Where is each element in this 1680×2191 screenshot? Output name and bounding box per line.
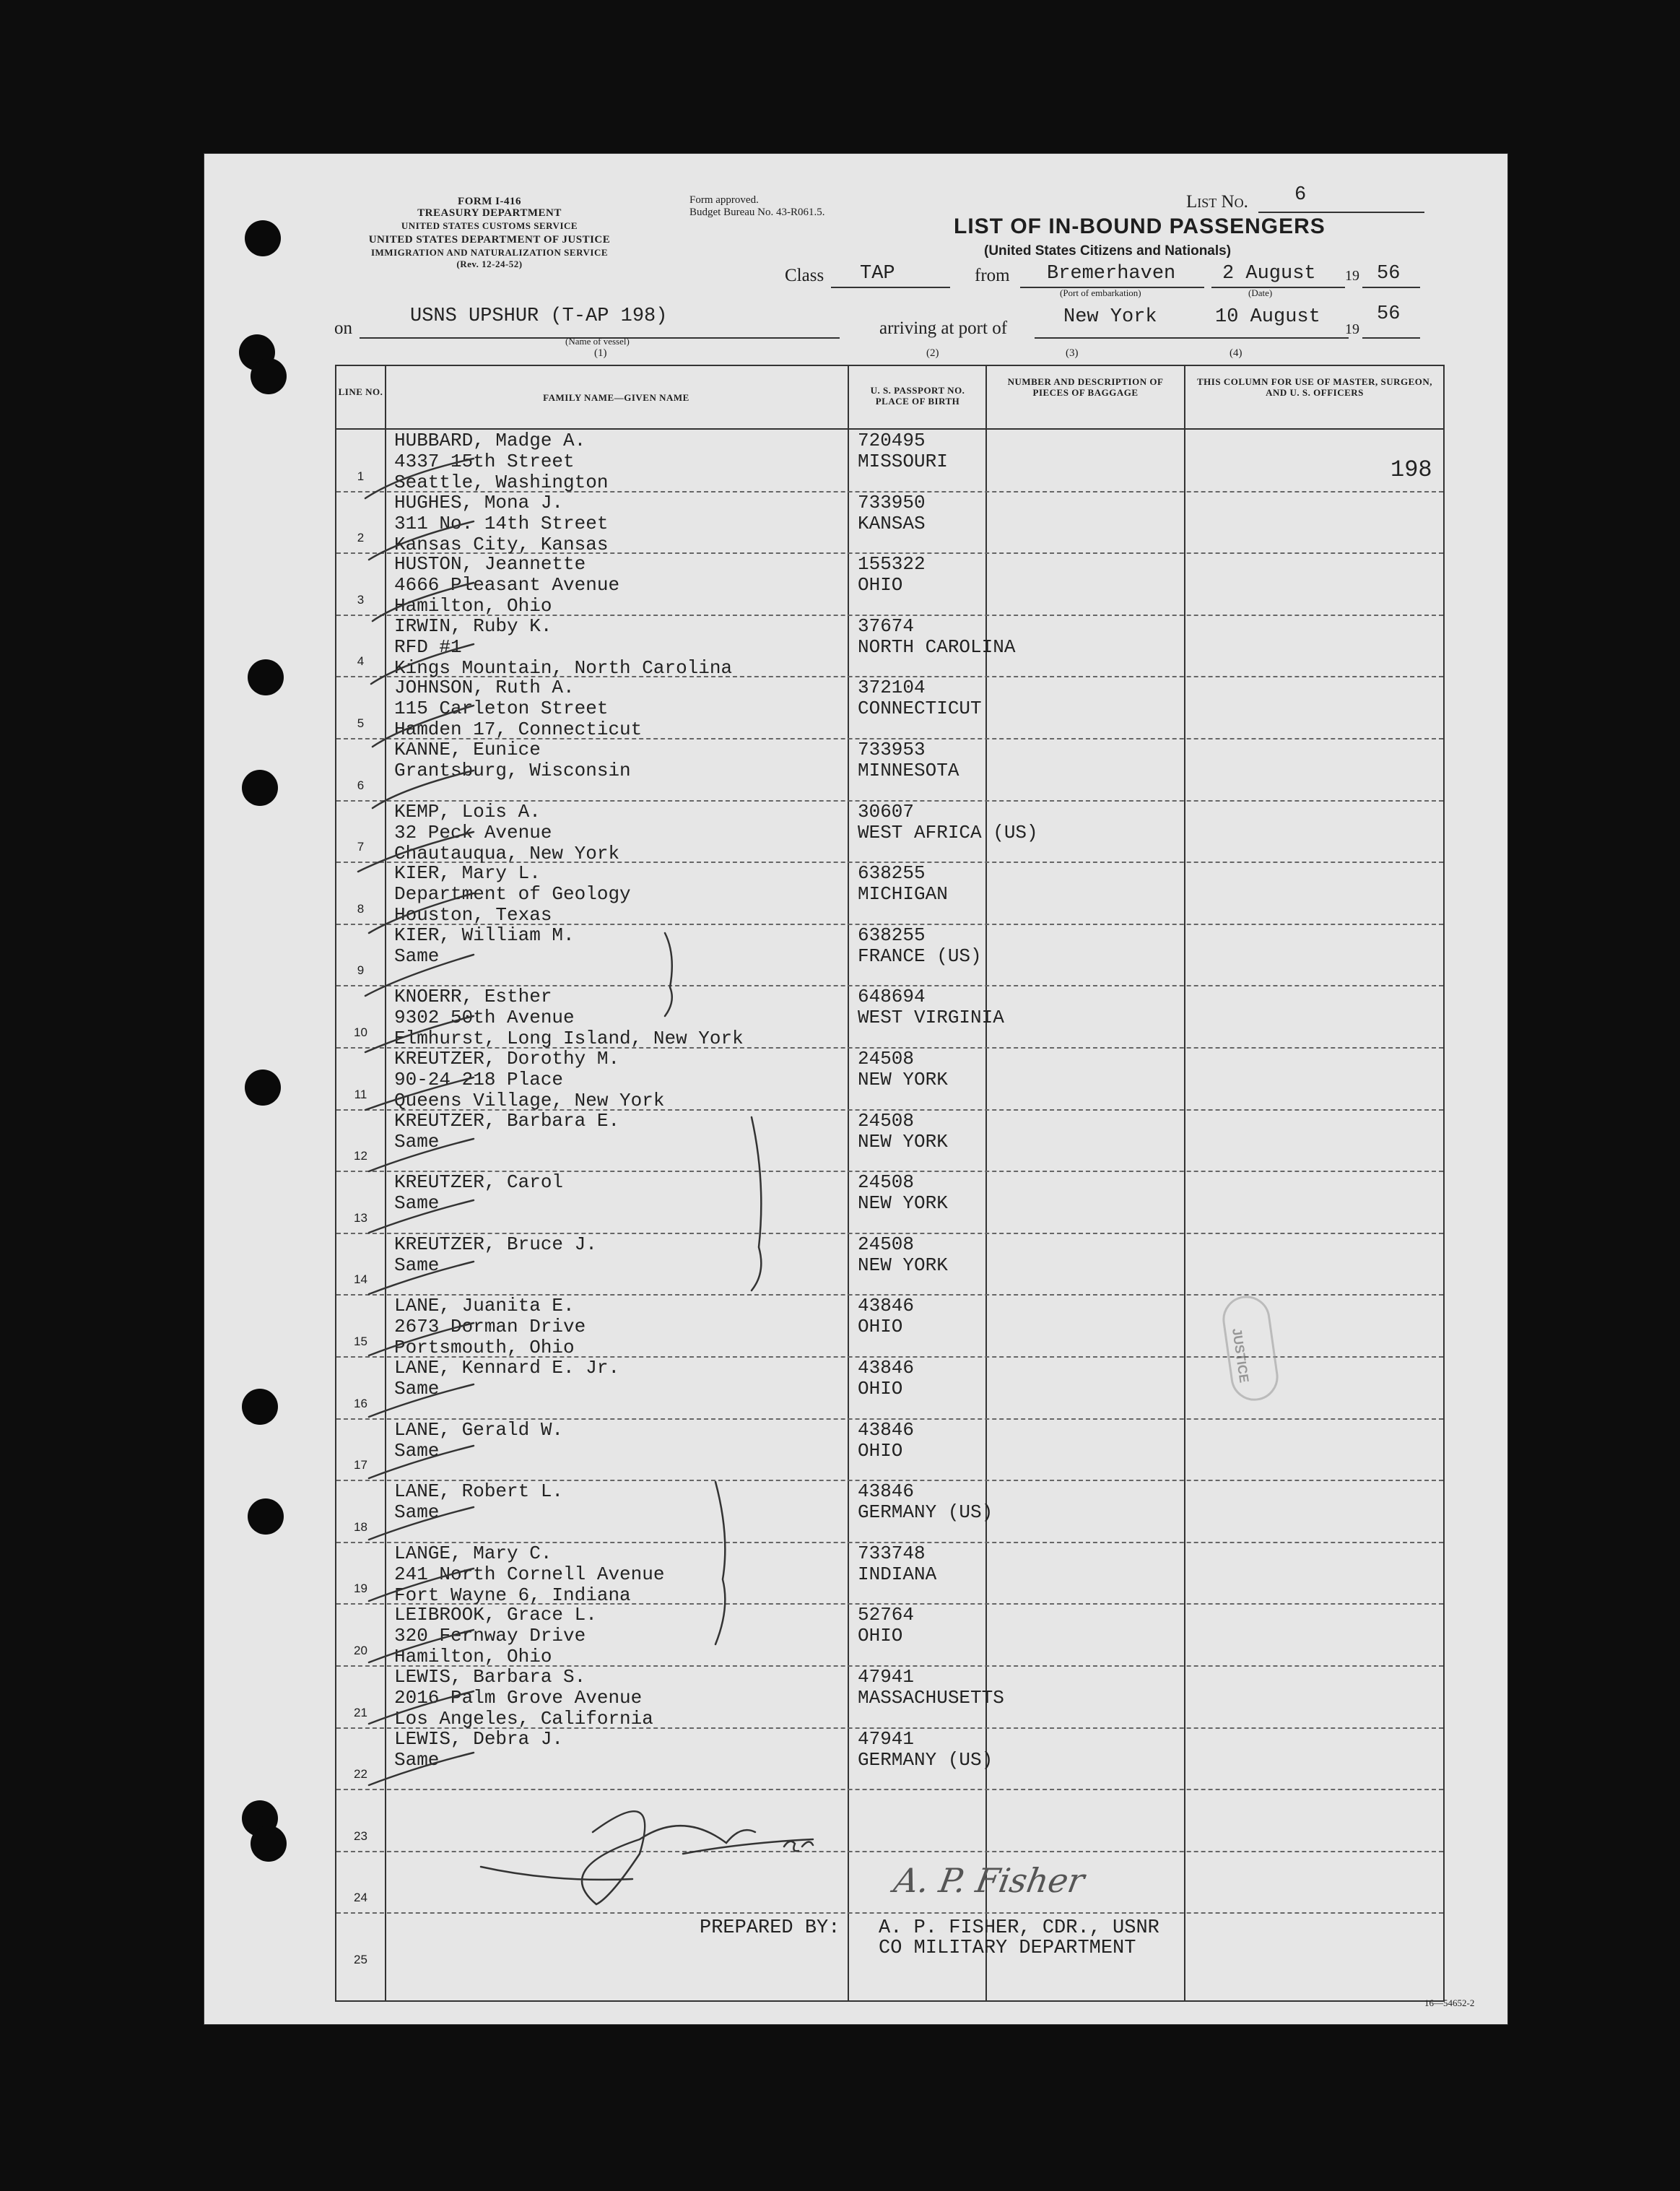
stamp-text: JUSTICE: [1229, 1327, 1252, 1384]
passport-number: 43846: [858, 1295, 915, 1317]
preparer-signature: A. P. Fisher: [891, 1861, 1088, 1900]
col-num-2: (2): [926, 347, 939, 359]
arrival-underline: [1035, 337, 1349, 339]
from-label: from: [975, 266, 1010, 285]
col-num-1: (1): [594, 347, 607, 359]
arrival-year: 56: [1377, 303, 1401, 325]
line-number: 17: [354, 1458, 367, 1472]
place-of-birth: OHIO: [858, 1378, 903, 1400]
place-of-birth: NORTH CAROLINA: [858, 635, 1016, 658]
passenger-table: [335, 365, 1445, 2002]
form-number: FORM I-416: [458, 196, 521, 207]
passenger-address: 4666 Pleasant Avenue: [394, 574, 620, 596]
class-underline: [831, 287, 950, 288]
passenger-address: 2673 Dorman Drive: [394, 1316, 586, 1338]
passenger-address: 90-24 218 Place: [394, 1069, 564, 1090]
header-officers: THIS COLUMN FOR USE OF MASTER, SURGEON, AND U. S. OFFICERS: [1197, 376, 1432, 398]
line-number: 11: [354, 1087, 367, 1101]
place-of-birth: WEST VIRGINIA: [858, 1007, 1004, 1029]
agency-line: IMMIGRATION AND NATURALIZATION SERVICE: [370, 247, 609, 258]
passenger-address: 2016 Palm Grove Avenue: [394, 1687, 643, 1709]
place-of-birth: WEST AFRICA (US): [858, 821, 1038, 843]
passenger-name: LEWIS, Barbara S.: [394, 1666, 586, 1688]
line-number: 18: [354, 1519, 367, 1534]
date-underline: [1211, 287, 1345, 288]
date-caption: (Date): [1248, 287, 1273, 298]
passenger-name: KIER, Mary L.: [394, 862, 541, 885]
punch-hole: [242, 770, 278, 806]
class-label: Class: [785, 266, 824, 285]
passport-number: 733953: [858, 739, 926, 760]
officer-note: 198: [1390, 456, 1432, 483]
place-of-birth: GERMANY (US): [858, 1748, 993, 1771]
passenger-name: KREUTZER, Barbara E.: [394, 1109, 620, 1132]
passenger-address: Chautauqua, New York: [394, 842, 620, 864]
line-number: 20: [354, 1644, 367, 1657]
list-no-value: 6: [1294, 184, 1307, 206]
punch-hole: [245, 220, 281, 256]
place-of-birth: OHIO: [858, 1625, 903, 1647]
passenger-name: KREUTZER, Carol: [394, 1171, 564, 1194]
line-number: 10: [354, 1025, 367, 1039]
punch-hole: [245, 1070, 281, 1106]
line-number: 2: [357, 531, 365, 545]
passenger-name: HUBBARD, Madge A.: [394, 430, 586, 451]
line-number: 8: [357, 901, 365, 916]
passenger-address: Same: [394, 945, 440, 967]
budget-bureau-no: Budget Bureau No. 43-R061.5.: [689, 207, 825, 218]
passenger-name: IRWIN, Ruby K.: [394, 615, 552, 637]
line-number: 15: [354, 1335, 367, 1348]
passenger-address: Same: [394, 1378, 440, 1400]
passenger-address: Los Angeles, California: [394, 1708, 653, 1730]
year-prefix: 19: [1345, 321, 1359, 337]
passenger-name: KREUTZER, Bruce J.: [394, 1233, 597, 1255]
passport-number: 24508: [858, 1109, 915, 1132]
place-of-birth: MISSOURI: [858, 451, 948, 472]
on-label: on: [334, 318, 352, 338]
place-of-birth: OHIO: [858, 1439, 903, 1462]
header-baggage: NUMBER AND DESCRIPTION OF PIECES OF BAGGAGE: [1007, 376, 1164, 398]
line-number: 3: [357, 592, 365, 607]
from-year: 56: [1377, 263, 1401, 285]
passenger-address: 115 Carleton Street: [394, 698, 609, 720]
agency-line: UNITED STATES CUSTOMS SERVICE: [401, 220, 578, 231]
page-title: LIST OF IN-BOUND PASSENGERS: [954, 214, 1326, 238]
punch-hole: [242, 1389, 278, 1425]
passenger-address: Seattle, Washington: [394, 472, 609, 493]
preparer-dept: CO MILITARY DEPARTMENT: [879, 1938, 1136, 1959]
place-of-birth: NEW YORK: [858, 1130, 948, 1153]
from-date: 2 August: [1222, 263, 1316, 285]
passenger-name: LEWIS, Debra J.: [394, 1727, 564, 1750]
punch-hole: [251, 1826, 287, 1862]
line-number: 21: [354, 1705, 367, 1719]
header-line-no: LINE NO.: [338, 386, 383, 397]
line-number: 6: [357, 778, 365, 792]
line-number: 7: [357, 840, 365, 854]
place-of-birth: MICHIGAN: [858, 883, 948, 906]
passport-number: 638255: [858, 924, 926, 946]
passenger-address: Same: [394, 1130, 440, 1153]
col-num-3: (3): [1066, 347, 1079, 359]
line-number: 23: [354, 1828, 367, 1843]
passport-number: 47941: [858, 1727, 915, 1750]
vessel-caption: (Name of vessel): [565, 336, 630, 347]
passenger-address: Hamden 17, Connecticut: [394, 719, 643, 741]
passenger-address: 4337 15th Street: [394, 451, 575, 472]
line-number: 14: [354, 1272, 367, 1287]
passenger-address: Same: [394, 1254, 440, 1276]
year-underline: [1362, 287, 1420, 288]
passenger-name: KIER, William M.: [394, 924, 575, 946]
passport-number: 24508: [858, 1048, 915, 1070]
passenger-address: 311 No. 14th Street: [394, 512, 609, 534]
passenger-name: LANE, Robert L.: [394, 1480, 564, 1503]
line-number: 5: [357, 716, 365, 730]
passenger-address: Grantsburg, Wisconsin: [394, 760, 631, 781]
passenger-name: LANGE, Mary C.: [394, 1542, 552, 1564]
passenger-name: JOHNSON, Ruth A.: [394, 677, 575, 699]
passenger-name: KNOERR, Esther: [394, 986, 552, 1008]
punch-hole: [251, 358, 287, 394]
col-num-4: (4): [1229, 347, 1242, 359]
line-number: 22: [354, 1767, 367, 1782]
passenger-address: Queens Village, New York: [394, 1090, 665, 1111]
list-no-underline: [1258, 212, 1424, 213]
passenger-name: KEMP, Lois A.: [394, 800, 541, 823]
place-of-birth: KANSAS: [858, 512, 926, 534]
form-approved: Form approved.: [689, 194, 759, 206]
page-subtitle: (United States Citizens and Nationals): [984, 243, 1232, 259]
passenger-address: 241 North Cornell Avenue: [394, 1563, 665, 1585]
passenger-address: Same: [394, 1501, 440, 1524]
from-port: Bremerhaven: [1047, 263, 1176, 285]
from-caption: (Port of embarkation): [1060, 287, 1141, 298]
place-of-birth: GERMANY (US): [858, 1501, 993, 1524]
line-number: 12: [354, 1149, 367, 1163]
passport-number: 372104: [858, 677, 926, 699]
passport-number: 733950: [858, 491, 926, 513]
passenger-address: Same: [394, 1192, 440, 1215]
passenger-address: Same: [394, 1439, 440, 1462]
agency-line: UNITED STATES DEPARTMENT OF JUSTICE: [368, 234, 611, 246]
place-of-birth: NEW YORK: [858, 1254, 948, 1276]
place-of-birth: OHIO: [858, 1316, 903, 1338]
passport-number: 24508: [858, 1171, 915, 1194]
passenger-address: RFD #1: [394, 635, 462, 658]
prepared-label: PREPARED BY:: [700, 1917, 840, 1939]
passenger-name: HUSTON, Jeannette: [394, 553, 586, 576]
arrival-port: New York: [1063, 306, 1157, 328]
manifest-page: [204, 154, 1507, 2024]
passenger-name: LANE, Gerald W.: [394, 1418, 564, 1441]
passenger-name: LANE, Kennard E. Jr.: [394, 1357, 620, 1379]
passenger-address: Hamilton, Ohio: [394, 595, 552, 617]
line-number: 16: [354, 1396, 367, 1410]
place-of-birth: CONNECTICUT: [858, 698, 982, 720]
passenger-name: LANE, Juanita E.: [394, 1295, 575, 1317]
place-of-birth: MINNESOTA: [858, 760, 959, 781]
passport-number: 638255: [858, 862, 926, 885]
passenger-address: Elmhurst, Long Island, New York: [394, 1028, 744, 1050]
passenger-address: Portsmouth, Ohio: [394, 1337, 575, 1359]
agency-line: (Rev. 12-24-52): [456, 259, 523, 269]
list-no-label: List No.: [1186, 192, 1248, 212]
place-of-birth: OHIO: [858, 574, 903, 596]
passenger-address: 9302 50th Avenue: [394, 1007, 575, 1029]
place-of-birth: INDIANA: [858, 1563, 937, 1585]
passport-number: 47941: [858, 1666, 915, 1688]
form-code: 16—54652-2: [1424, 1997, 1475, 2008]
line-number: 13: [354, 1210, 367, 1225]
passport-number: 43846: [858, 1480, 915, 1503]
passenger-address: Hamilton, Ohio: [394, 1646, 552, 1668]
passport-number: 155322: [858, 553, 926, 576]
passenger-address: Houston, Texas: [394, 904, 552, 927]
passport-number: 720495: [858, 430, 926, 451]
place-of-birth: NEW YORK: [858, 1069, 948, 1090]
place-of-birth: NEW YORK: [858, 1192, 948, 1215]
passenger-name: KREUTZER, Dorothy M.: [394, 1048, 620, 1070]
passport-number: 30607: [858, 800, 915, 823]
passport-number: 733748: [858, 1542, 926, 1564]
vessel-name: USNS UPSHUR (T-AP 198): [410, 305, 668, 327]
passenger-address: Same: [394, 1748, 440, 1771]
passport-number: 43846: [858, 1357, 915, 1379]
passport-number: 648694: [858, 986, 926, 1008]
passenger-address: Kings Mountain, North Carolina: [394, 656, 733, 679]
passenger-address: 32 Peck Avenue: [394, 821, 552, 843]
punch-hole: [248, 659, 284, 695]
preparer-name: A. P. FISHER, CDR., USNR: [879, 1917, 1159, 1939]
passenger-name: HUGHES, Mona J.: [394, 491, 564, 513]
line-number: 4: [357, 654, 365, 669]
passport-number: 43846: [858, 1418, 915, 1441]
agency-line: TREASURY DEPARTMENT: [417, 207, 562, 219]
header-passport: U. S. PASSPORT NO. PLACE OF BIRTH: [870, 385, 965, 407]
arrival-date: 10 August: [1215, 306, 1320, 328]
line-number: 25: [354, 1953, 367, 1966]
line-number: 9: [357, 963, 365, 978]
line-number: 1: [357, 469, 365, 483]
passenger-address: Department of Geology: [394, 883, 631, 906]
passenger-address: 320 Fernway Drive: [394, 1625, 586, 1647]
passenger-name: LEIBROOK, Grace L.: [394, 1604, 597, 1626]
header-name: FAMILY NAME—GIVEN NAME: [543, 392, 689, 403]
place-of-birth: FRANCE (US): [858, 945, 982, 967]
passenger-name: KANNE, Eunice: [394, 739, 541, 760]
arriving-label: arriving at port of: [879, 318, 1008, 338]
passenger-address: Kansas City, Kansas: [394, 533, 609, 555]
punch-hole: [248, 1498, 284, 1535]
passport-number: 52764: [858, 1604, 915, 1626]
handwritten-marks: [336, 366, 1443, 2000]
passport-number: 24508: [858, 1233, 915, 1255]
year-underline: [1362, 337, 1420, 339]
year-prefix: 19: [1345, 268, 1359, 284]
line-number: 19: [354, 1582, 367, 1596]
passport-number: 37674: [858, 615, 915, 637]
class-value: TAP: [860, 263, 895, 285]
place-of-birth: MASSACHUSETTS: [858, 1687, 1004, 1709]
line-number: 24: [354, 1891, 367, 1905]
passenger-address: Fort Wayne 6, Indiana: [394, 1584, 631, 1606]
